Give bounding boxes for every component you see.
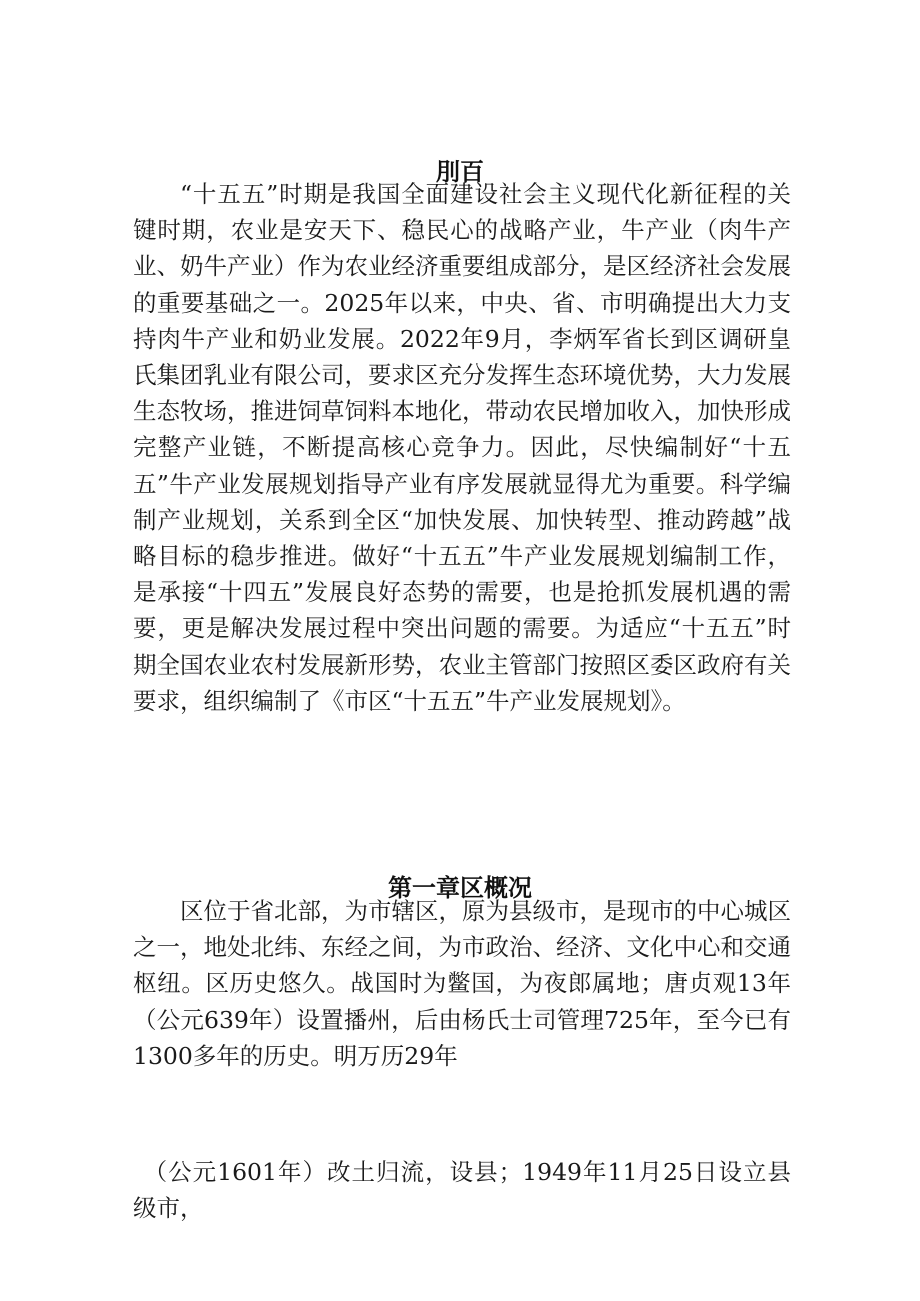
continuation-paragraph: （公元1601年）改土归流，设县；1949年11月25日设立县级市， (133, 1158, 791, 1223)
chapter-1-title: 第一章区概况 (388, 874, 532, 902)
preface-paragraph: “十五五”时期是我国全面建设社会主义现代化新征程的关键时期，农业是安天下、稳民心的战略产业，牛产业（肉牛产业、奶牛产业）作为农业经济重要组成部分，是区经济社会发展的重要基础之一。2025年以来，中央、省、市明确提出大力支持肉牛产业和奶业发展。2022年9月，李炳军省长到区调研皇氏集团乳业有限公司，要求区充分发挥生态环境优势，大力发展生态牧场，推进饲草饲料本地化，带动农民增加收入，加快形成完整产业链，不断提高核心竞争力。因此，尽快编制好“十五五”牛产业发展规划指导产业有序发展就显得尤为重要。科学编制产业规划，关系到全区“加快发展、加快转型、推动跨越”战略目标的稳步推进。做好“十五五”牛产业发展规划编制工作，是承接“十四五”发展良好态势的需要，也是抢抓发展机遇的需要，更是解决发展过程中突出问题的需要。为适应“十五五”时期全国农业农村发展新形势，农业主管部门按照区委区政府有关要求，组织编制了《市区“十五五”牛产业发展规划》。 (133, 180, 791, 715)
preface-title: 刖百 (436, 158, 484, 186)
chapter-1-paragraph: 区位于省北部，为市辖区，原为县级市，是现市的中心城区之一，地处北纬、东经之间，为市政治、经济、文化中心和交通枢纽。区历史悠久。战国时为鳖国，为夜郎属地；唐贞观13年（公元639年）设置播州，后由杨氏士司管理725年，至今已有1300多年的历史。明万历29年 (133, 897, 791, 1070)
